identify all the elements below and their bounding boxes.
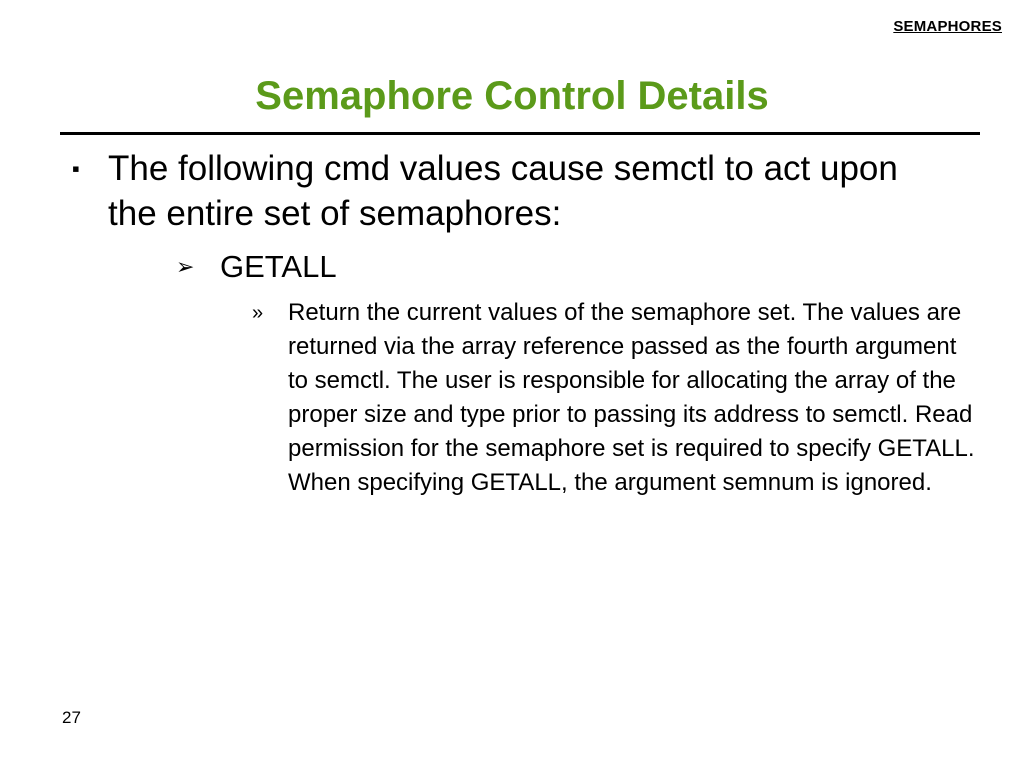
bullet-level-3-text: Return the current values of the semaphore set. The values are returned via the array reference passed as the fourth argument to semctl. The user is responsible for allocating the array of the proper size and type prior to passing its address to semctl. Read permission for the semaphore set is required to specify GETALL. When specifying GETALL, the argument semnum is ignored. bbox=[288, 299, 975, 496]
title-divider bbox=[60, 132, 980, 135]
bullet-level-1 bbox=[72, 146, 952, 236]
bullet-level-2-text: GETALL bbox=[220, 249, 337, 284]
bullet-level-3 bbox=[252, 296, 982, 500]
slide-title: Semaphore Control Details bbox=[255, 74, 769, 118]
double-chevron-bullet-icon: » bbox=[252, 302, 264, 324]
section-tag: SEMAPHORES bbox=[893, 18, 1002, 35]
bullet-level-2 bbox=[176, 246, 337, 288]
arrow-bullet-icon: ➢ bbox=[176, 254, 195, 279]
page-number: 27 bbox=[62, 708, 81, 727]
square-bullet-icon: ▪ bbox=[72, 156, 80, 181]
bullet-level-1-text: The following cmd values cause semctl to act upon the entire set of semaphores: bbox=[108, 149, 898, 233]
